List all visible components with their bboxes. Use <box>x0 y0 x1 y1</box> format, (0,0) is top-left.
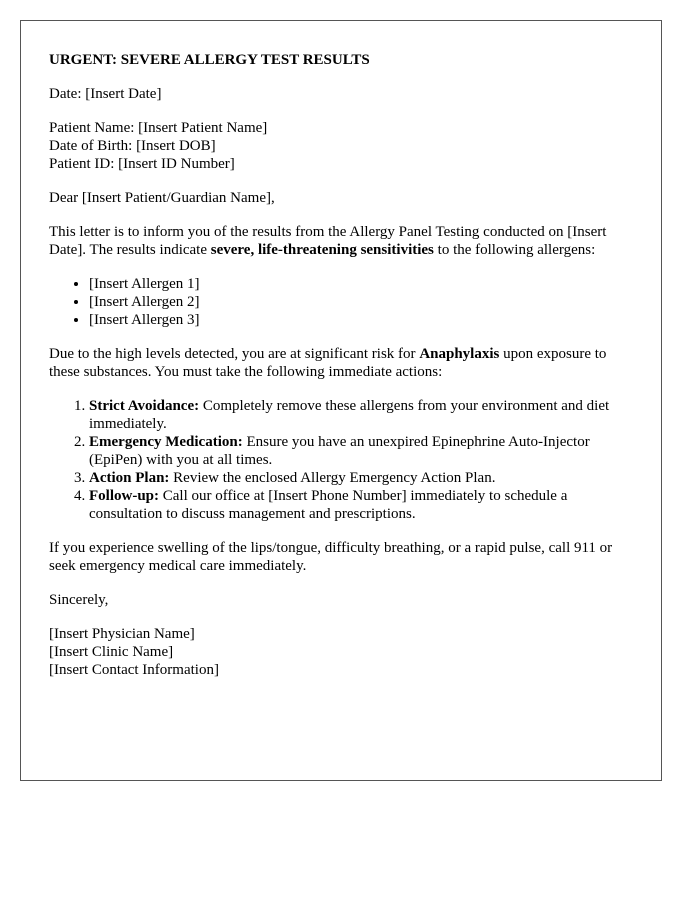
action-item <box>89 433 632 469</box>
action-list <box>49 397 632 523</box>
salutation: Dear [Insert Patient/Guardian Name], <box>49 190 275 206</box>
action-title: Follow-up: <box>89 488 160 504</box>
action-item <box>89 397 632 433</box>
action-title: Strict Avoidance: <box>89 398 200 414</box>
patient-info <box>49 119 632 173</box>
closing: Sincerely, <box>49 592 109 608</box>
action-item <box>89 469 632 487</box>
risk-text-end: upon exposure to these substances. You must take the following immediate actions: <box>49 346 607 380</box>
action-title: Emergency Medication: <box>89 434 243 450</box>
letter-page <box>20 20 662 781</box>
action-text: Review the enclosed Allergy Emergency Action Plan. <box>169 470 496 486</box>
allergen-item: • [Insert Allergen 1] <box>89 275 632 293</box>
date-line: Date: [Insert Date] <box>49 86 162 102</box>
patient-dob: Date of Birth: [Insert DOB] <box>49 138 216 154</box>
action-text: Completely remove these allergens from your environment and diet immediately. <box>89 398 610 432</box>
clinic-name: [Insert Clinic Name] <box>49 644 174 660</box>
patient-name: Patient Name: [Insert Patient Name] <box>49 120 268 136</box>
risk-emphasis: Anaphylaxis <box>419 346 500 362</box>
intro-text-end: to the following allergens: <box>433 242 596 258</box>
risk-text: Due to the high levels detected, you are at significant risk for <box>49 346 420 362</box>
action-item <box>89 487 632 523</box>
emergency-paragraph: If you experience swelling of the lips/tongue, difficulty breathing, or a rapid pulse, call 911 or seek emergency medical care immediately. <box>49 540 613 574</box>
contact-info: [Insert Contact Information] <box>49 662 219 678</box>
action-title: Action Plan: <box>89 470 170 486</box>
intro-text: This letter is to inform you of the results from the Allergy Panel Testing conducted on [Insert Date]. The results indicate <box>49 224 607 258</box>
physician-name: [Insert Physician Name] <box>49 626 195 642</box>
patient-id: Patient ID: [Insert ID Number] <box>49 156 235 172</box>
signature-block <box>49 625 632 679</box>
action-text: Ensure you have an unexpired Epinephrine Auto-Injector (EpiPen) with you at all times. <box>89 434 590 468</box>
intro-emphasis: severe, life-threatening sensitivities <box>210 242 434 258</box>
action-text: Call our office at [Insert Phone Number] immediately to schedule a consultation to discuss management and prescriptions. <box>89 488 568 522</box>
allergen-item: • [Insert Allergen 2] <box>89 293 632 311</box>
allergen-item: • [Insert Allergen 3] <box>89 311 632 329</box>
letter-title: URGENT: SEVERE ALLERGY TEST RESULTS <box>49 52 370 68</box>
risk-paragraph <box>49 345 632 381</box>
allergen-list <box>49 275 632 329</box>
intro-paragraph <box>49 223 632 259</box>
